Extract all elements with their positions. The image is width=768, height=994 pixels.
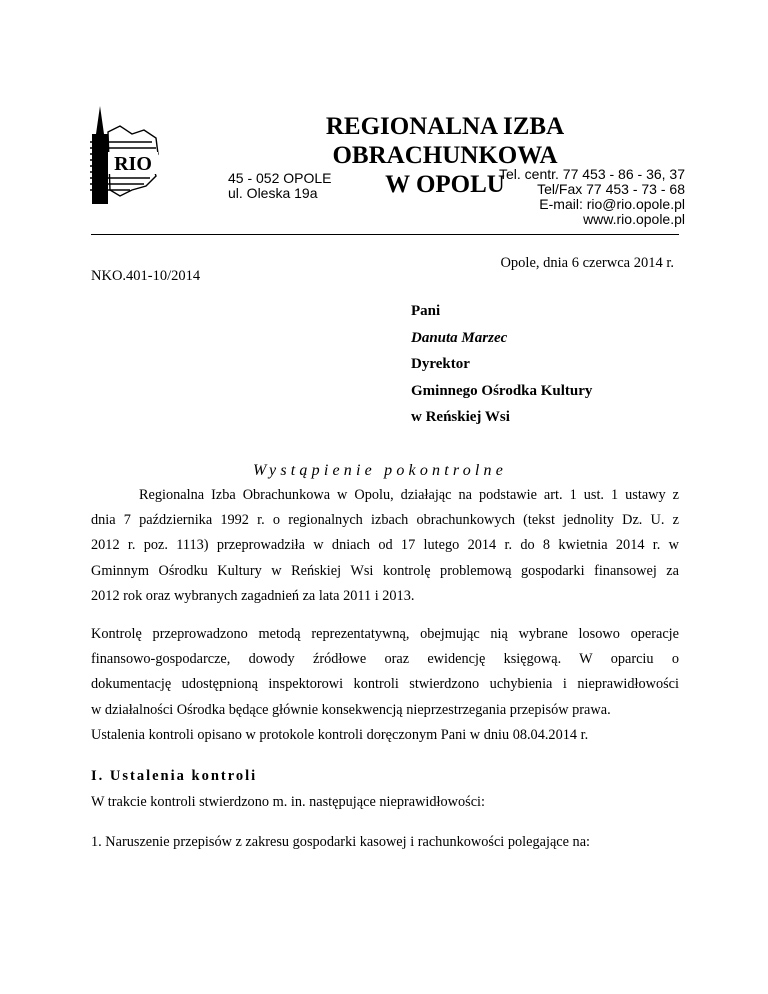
paragraph-line: dokumentację udostępnioną inspektorowi kontroli stwierdzono uchybienia i nieprawidłowości [91, 676, 679, 693]
header-divider [91, 234, 679, 235]
recipient-location: w Reńskiej Wsi [411, 409, 510, 426]
tower-spire [96, 106, 104, 134]
paragraph-line: w działalności Ośrodka będące głównie konsekwencją nieprzestrzegania przepisów prawa. [91, 701, 611, 718]
email-address[interactable]: E-mail: rio@rio.opole.pl [539, 196, 685, 212]
institution-title-line1: REGIONALNA IZBA OBRACHUNKOWA [325, 113, 565, 169]
paragraph-line: 2012 r. poz. 1113) przeprowadziła w dniach od 17 lutego 2014 r. do 8 kwietnia 2014 r. w [91, 537, 679, 554]
recipient-position: Dyrektor [411, 356, 470, 373]
street-address: ul. Oleska 19a [228, 185, 318, 201]
fax-number: Tel/Fax 77 453 - 73 - 68 [537, 181, 685, 197]
rio-label: RIO [114, 153, 152, 175]
section-heading: I. Ustalenia kontroli [91, 768, 258, 784]
paragraph-line: Gminnym Ośrodku Kultury w Reńskiej Wsi kontrolę problemową gospodarki finansowej za [91, 562, 679, 579]
tower-body [92, 134, 108, 204]
rio-logo [86, 104, 166, 208]
paragraph-line: Regionalna Izba Obrachunkowa w Opolu, działając na podstawie art. 1 ust. 1 ustawy z [139, 487, 679, 503]
finding-item-1: 1. Naruszenie przepisów z zakresu gospodarki kasowej i rachunkowości polegające na: [91, 834, 591, 850]
method-paragraph [91, 622, 679, 748]
website-link[interactable]: www.rio.opole.pl [583, 211, 685, 227]
phone-number: Tel. centr. 77 453 - 86 - 36, 37 [498, 166, 685, 182]
section-intro: W trakcie kontroli stwierdzono m. in. następujące nieprawidłowości: [91, 794, 485, 810]
recipient-name: Danuta Marzec [411, 329, 508, 346]
paragraph-line: dnia 7 października 1992 r. o regionalnych izbach obrachunkowych (tekst jednolity Dz. U. z [91, 512, 679, 529]
recipient-institution: Gminnego Ośrodka Kultury [411, 382, 593, 399]
institution-address [228, 171, 332, 201]
rio-emblem-icon [86, 104, 166, 208]
recipient-salutation: Pani [411, 303, 441, 319]
postal-code-city: 45 - 052 OPOLE [228, 170, 332, 186]
recipient-block [411, 298, 592, 431]
paragraph-line: finansowo-gospodarcze, dowody źródłowe oraz ewidencję księgową. W oparciu o [91, 651, 679, 668]
paragraph-line: Ustalenia kontroli opisano w protokole kontroli doręczonym Pani w dniu 08.04.2014 r. [91, 726, 589, 743]
document-title: Wystąpienie pokontrolne [253, 462, 508, 479]
contact-info [499, 167, 685, 227]
institution-title-line2: W OPOLU [385, 171, 505, 198]
paragraph-line: 2012 rok oraz wybranych zagadnień za lata 2011 i 2013. [91, 587, 415, 604]
paragraph-line: Kontrolę przeprowadzono metodą reprezentatywną, obejmując nią wybrane losowo operacje [91, 626, 679, 642]
letter-date: Opole, dnia 6 czerwca 2014 r. [500, 255, 674, 271]
reference-number: NKO.401-10/2014 [91, 268, 201, 284]
intro-paragraph [91, 483, 679, 609]
